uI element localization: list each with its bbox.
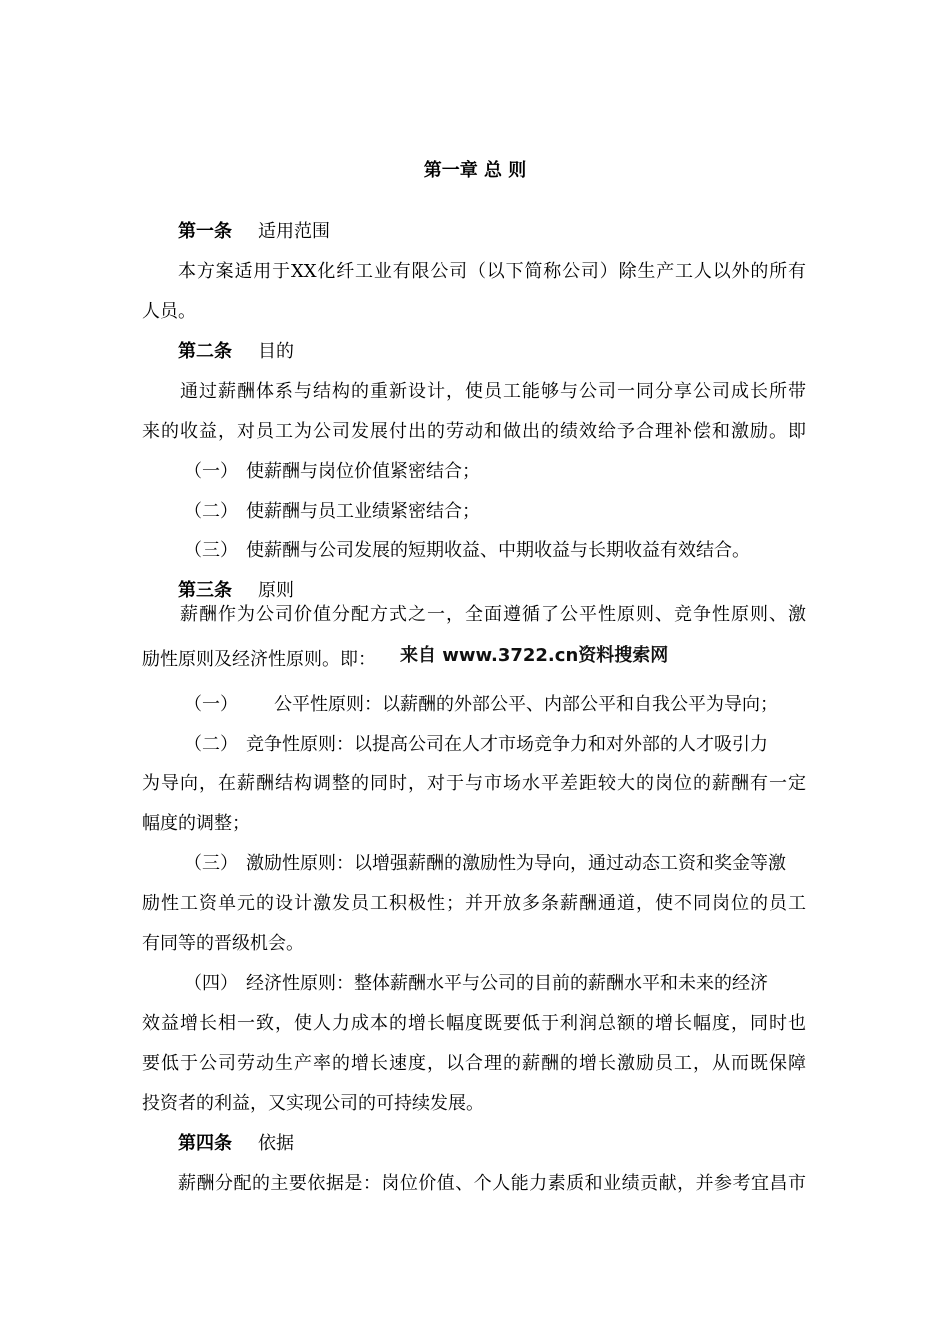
item-number: （一） [184, 461, 238, 482]
article-1-heading [178, 221, 330, 243]
article-1-line-2: 人员。 [142, 301, 196, 322]
article-3-item-2-line-3: 幅度的调整； [142, 813, 250, 834]
article-4-label: 第四条 [178, 1133, 232, 1154]
article-3-line-2: 励性原则及经济性原则。即： [142, 649, 376, 670]
article-1-title: 适用范围 [258, 221, 330, 242]
item-text: 公平性原则：以薪酬的外部公平、内部公平和自我公平为导向； [274, 694, 778, 715]
article-3-item-3-line-1 [184, 853, 806, 875]
article-3-item-4-line-4: 投资者的利益，又实现公司的可持续发展。 [142, 1093, 484, 1114]
item-number: （二） [184, 501, 238, 522]
chapter-title: 第一章 总 则 [423, 160, 527, 181]
article-2-line-1: 通过薪酬体系与结构的重新设计，使员工能够与公司一同分享公司成长所带 [180, 381, 806, 402]
article-4-line-1: 薪酬分配的主要依据是：岗位价值、个人能力素质和业绩贡献，并参考宜昌市 [178, 1173, 806, 1194]
item-number: （一） [184, 694, 238, 715]
watermark: 来自 www.3722.cn资料搜索网 [400, 645, 669, 666]
item-text: 使薪酬与公司发展的短期收益、中期收益与长期收益有效结合。 [246, 540, 750, 561]
article-3-item-2-line-1 [184, 734, 806, 756]
item-number: （四） [184, 973, 238, 994]
article-3-item-1 [184, 694, 778, 716]
article-2-label: 第二条 [178, 341, 232, 362]
article-3-item-3-line-2: 励性工资单元的设计激发员工积极性；并开放多条薪酬通道，使不同岗位的员工 [142, 893, 806, 914]
article-3-item-4-line-3: 要低于公司劳动生产率的增长速度，以合理的薪酬的增长激励员工，从而既保障 [142, 1053, 806, 1074]
article-2-title: 目的 [258, 341, 294, 362]
item-text: 竞争性原则：以提高公司在人才市场竞争力和对外部的人才吸引力 [246, 734, 768, 755]
article-3-label: 第三条 [178, 580, 232, 601]
article-3-item-4-line-2: 效益增长相一致，使人力成本的增长幅度既要低于利润总额的增长幅度，同时也 [142, 1013, 806, 1034]
item-text: 经济性原则：整体薪酬水平与公司的目前的薪酬水平和未来的经济 [246, 973, 768, 994]
article-2-item-3 [184, 540, 750, 562]
article-3-item-3-line-3: 有同等的晋级机会。 [142, 933, 304, 954]
item-text: 激励性原则：以增强薪酬的激励性为导向，通过动态工资和奖金等激 [246, 853, 786, 874]
article-3-item-2-line-2: 为导向，在薪酬结构调整的同时，对于与市场水平差距较大的岗位的薪酬有一定 [142, 773, 806, 794]
item-text: 使薪酬与岗位价值紧密结合； [246, 461, 480, 482]
item-number: （三） [184, 853, 238, 874]
article-4-title: 依据 [258, 1133, 294, 1154]
item-number: （三） [184, 540, 238, 561]
article-4-heading [178, 1133, 294, 1155]
article-3-item-4-line-1 [184, 973, 806, 995]
item-text: 使薪酬与员工业绩紧密结合； [246, 501, 480, 522]
article-2-item-1 [184, 461, 480, 483]
article-3-heading [178, 580, 294, 602]
article-2-item-2 [184, 501, 480, 523]
article-2-heading [178, 341, 294, 363]
article-3-title: 原则 [258, 580, 294, 601]
article-3-line-1: 薪酬作为公司价值分配方式之一，全面遵循了公平性原则、竞争性原则、激 [180, 604, 806, 625]
item-number: （二） [184, 734, 238, 755]
article-2-line-2: 来的收益，对员工为公司发展付出的劳动和做出的绩效给予合理补偿和激励。即 [142, 421, 806, 442]
article-1-line-1: 本方案适用于XX化纤工业有限公司（以下简称公司）除生产工人以外的所有 [178, 261, 806, 282]
article-1-label: 第一条 [178, 221, 232, 242]
